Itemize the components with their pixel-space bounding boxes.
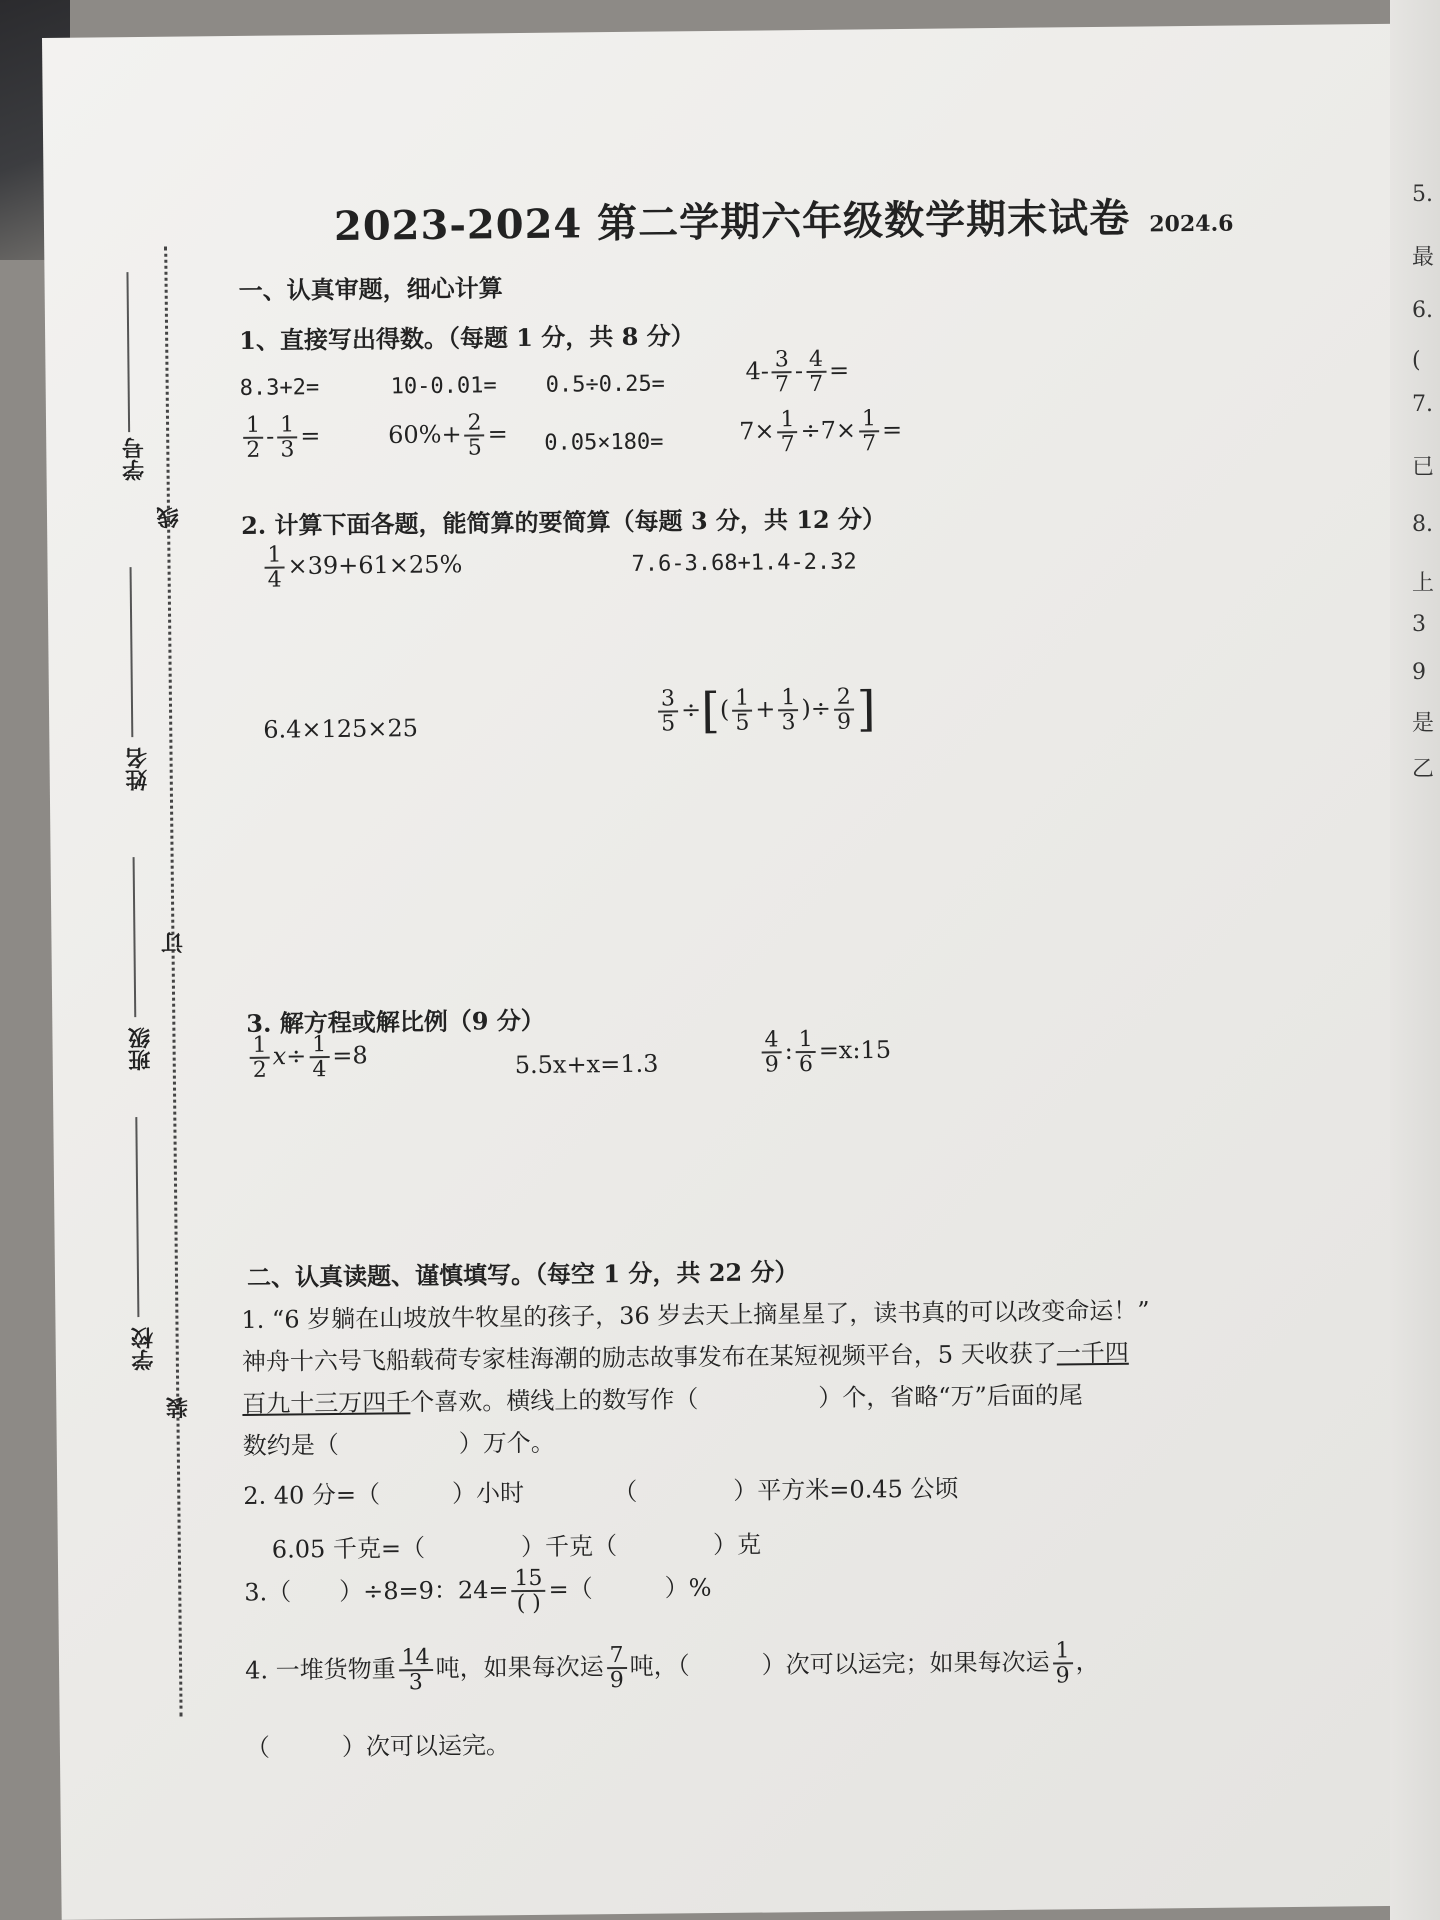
denominator: 3 — [781, 710, 796, 736]
school-label: 学校 — [130, 1326, 157, 1372]
denominator: 6 — [798, 1052, 814, 1078]
next-page-char: 6. — [1412, 298, 1433, 323]
fraction — [761, 1028, 782, 1076]
denominator: 3 — [280, 437, 295, 463]
fraction — [658, 687, 679, 735]
s2-q4-mid2: 吨，（ ）次可以运完；如果每次运 — [629, 1648, 1050, 1681]
s2-q1-line3 — [242, 1375, 1083, 1419]
s2-q4-mid: 吨，如果每次运 — [435, 1652, 604, 1683]
numerator: 2 — [834, 685, 854, 710]
denominator: 5 — [735, 710, 750, 736]
fraction — [277, 413, 298, 461]
numerator: 2 — [464, 411, 484, 436]
s2-q3-post: =（ ）% — [548, 1573, 712, 1604]
q3-c-post: =x:15 — [818, 1035, 892, 1065]
section2-heading: 二、认真读题、谨慎填写。（每空 1 分，共 22 分） — [246, 1257, 799, 1292]
exam-paper — [42, 23, 1440, 1920]
q1-item8-pre: 7× — [739, 416, 775, 446]
next-page-char: 最 — [1412, 245, 1435, 270]
q1-item-7: 0.05×180= — [544, 429, 664, 456]
school-blank — [135, 1117, 139, 1317]
q1-item6-post: = — [487, 419, 508, 448]
q2-item-a — [261, 542, 462, 592]
q1-item4-post: = — [828, 356, 850, 385]
numerator: 1 — [309, 1033, 329, 1058]
class-blank — [133, 857, 137, 1017]
s2-q4-end: ， — [1075, 1647, 1100, 1676]
q2-d-right-bracket: ] — [856, 681, 876, 738]
next-page-char: 8. — [1412, 512, 1433, 537]
fraction — [834, 685, 855, 733]
q1-item-8 — [739, 407, 902, 457]
q3-item-c — [758, 1027, 891, 1077]
fraction — [772, 348, 793, 396]
s2-q3 — [244, 1565, 712, 1618]
fraction — [1052, 1639, 1073, 1687]
student-no-blank — [126, 272, 130, 432]
q3-a-post: =8 — [332, 1041, 368, 1070]
next-page-char: 已 — [1412, 455, 1435, 480]
q1-item-2: 10-0.01= — [390, 373, 497, 400]
denominator: 9 — [1055, 1663, 1070, 1689]
zhuang-mark: 装 — [165, 1396, 192, 1419]
q3-c-colon: : — [784, 1036, 793, 1065]
q2-item-c: 6.4×125×25 — [263, 714, 419, 744]
next-page-char: 乙 — [1412, 757, 1435, 782]
numerator: 1 — [732, 687, 752, 712]
numerator: 1 — [777, 408, 797, 433]
q1-item-5 — [240, 413, 321, 462]
denominator: 9 — [609, 1668, 624, 1694]
numerator: 1 — [859, 407, 879, 432]
q2-item-d — [655, 681, 876, 739]
title-row — [334, 186, 1234, 252]
denominator: 3 — [408, 1670, 423, 1696]
q1-item4-mid: - — [794, 356, 804, 385]
denominator: 7 — [862, 431, 877, 457]
q3-a-mid: x÷ — [272, 1041, 307, 1071]
numerator: 1 — [796, 1028, 816, 1053]
q2-d-right-paren: )÷ — [801, 694, 832, 723]
q2-label: 2. 计算下面各题，能简算的要简算（每题 3 分，共 12 分） — [240, 504, 887, 540]
next-page-char: 是 — [1412, 711, 1435, 736]
denominator: 4 — [312, 1057, 327, 1083]
s2-q1-line2-text: 神舟十六号飞船载荷专家桂海潮的励志故事发布在某短视频平台，5 天收获了 — [241, 1339, 1057, 1376]
denominator: 9 — [764, 1052, 779, 1078]
s2-q1-line4: 数约是（ ）万个。 — [242, 1428, 555, 1460]
q3-item-b: 5.5x+x=1.3 — [514, 1049, 659, 1080]
fraction — [464, 411, 485, 459]
next-page-char: 上 — [1412, 571, 1435, 596]
q2-item-b: 7.6-3.68+1.4-2.32 — [631, 549, 857, 577]
denominator: 4 — [267, 567, 282, 593]
numerator: 1 — [277, 413, 297, 438]
s2-q1-underlined-number-start: 一千四 — [1056, 1338, 1129, 1368]
ding-mark: 订 — [160, 931, 187, 954]
fraction — [249, 1034, 270, 1082]
denominator: 9 — [836, 709, 852, 735]
fraction — [732, 687, 753, 735]
s2-q3-pre: 3.（ ）÷8=9：24= — [244, 1575, 509, 1607]
q1-item-4 — [745, 348, 849, 397]
next-page-char: 5. — [1412, 182, 1433, 207]
s2-q2-line2: 6.05 千克=（ ）千克（ ）克 — [271, 1530, 762, 1564]
denominator: 2 — [246, 437, 261, 463]
q2-d-plus: + — [755, 694, 776, 724]
denominator: 5 — [467, 435, 482, 461]
fraction — [778, 686, 799, 734]
q1-item5-mid: - — [266, 422, 275, 451]
next-page-char: 9 — [1412, 660, 1426, 685]
exam-title: 2023-2024 第二学期六年级数学期末试卷 — [333, 194, 1131, 250]
q2-d-left-paren: ( — [719, 695, 730, 724]
s2-q1-underlined-number-end: 百九十三万四千 — [242, 1388, 411, 1418]
fraction — [264, 543, 285, 591]
q1-item-3: 0.5÷0.25= — [545, 371, 666, 398]
line-mark: 线 — [155, 506, 183, 529]
denominator: 7 — [780, 432, 795, 458]
denominator: 5 — [661, 711, 676, 737]
fraction — [606, 1644, 627, 1692]
q1-item4-pre: 4- — [745, 357, 770, 386]
s2-q2-line1a: 2. 40 分=（ ）小时 — [243, 1479, 525, 1510]
numerator: 1 — [243, 414, 263, 439]
s2-q1-line1: 1. “6 岁躺在山坡放牛牧星的孩子，36 岁去天上摘星星了，读书真的可以改变命运！” — [241, 1296, 1150, 1334]
q3-label: 3. 解方程或解比例（9 分） — [246, 1005, 545, 1038]
numerator: 4 — [761, 1028, 781, 1053]
s2-q4-line1 — [245, 1639, 1100, 1696]
numerator: 1 — [249, 1034, 269, 1059]
numerator: 1 — [1052, 1639, 1072, 1664]
next-page-char: ( — [1412, 348, 1421, 373]
exam-date: 2024.6 — [1149, 210, 1234, 238]
numerator: 1 — [778, 686, 798, 711]
fraction — [806, 348, 827, 396]
q1-item-6 — [388, 411, 508, 460]
class-label: 班级 — [127, 1026, 154, 1072]
binding-dotted-line — [164, 247, 182, 1717]
q1-item6-pre: 60%+ — [388, 420, 462, 449]
fraction — [309, 1033, 330, 1081]
q1-item8-post: = — [881, 415, 903, 444]
numerator: 7 — [606, 1644, 626, 1669]
denominator: 7 — [809, 371, 824, 398]
name-label: 姓名 — [124, 746, 151, 792]
q1-item5-post: = — [300, 421, 321, 450]
fraction — [398, 1646, 433, 1695]
numerator: 3 — [772, 348, 792, 373]
fraction — [243, 414, 264, 462]
fraction — [859, 407, 880, 455]
student-no-label: 学号 — [121, 436, 148, 482]
s2-q4-line2: （ ）次可以运完。 — [245, 1731, 511, 1762]
denominator: 7 — [774, 372, 790, 398]
denominator: ( ) — [516, 1590, 541, 1617]
fraction — [511, 1567, 546, 1616]
q2-d-div: ÷ — [680, 695, 702, 724]
q1-item-1: 8.3+2= — [239, 375, 320, 401]
numerator: 3 — [658, 687, 678, 712]
fraction — [796, 1028, 817, 1076]
s2-q2-line1b: （ ）平方米=0.45 公顷 — [613, 1474, 959, 1507]
name-blank — [130, 567, 134, 737]
q2-d-left-bracket: [ — [700, 682, 721, 740]
numerator: 1 — [264, 543, 284, 568]
next-page-edge — [1390, 0, 1440, 1920]
s2-q4-pre: 4. 一堆货物重 — [244, 1654, 396, 1685]
next-page-char: 7. — [1412, 392, 1433, 417]
next-page-char: 3 — [1412, 612, 1426, 637]
q1-item8-mid: ÷7× — [800, 416, 857, 445]
numerator: 4 — [806, 348, 826, 373]
denominator: 2 — [252, 1057, 267, 1083]
s2-q1-line3-text: 个喜欢。横线上的数写作（ ）个，省略“万”后面的尾 — [410, 1381, 1083, 1417]
numerator: 14 — [398, 1646, 432, 1671]
q2-item-a-post: ×39+61×25% — [287, 550, 463, 581]
q1-label: 1、直接写出得数。（每题 1 分，共 8 分） — [239, 321, 695, 355]
s2-q1-line2 — [242, 1333, 1129, 1377]
q3-item-a — [246, 1033, 368, 1082]
fraction — [777, 408, 798, 456]
section1-heading: 一、认真审题，细心计算 — [238, 273, 503, 305]
numerator: 15 — [511, 1567, 545, 1592]
